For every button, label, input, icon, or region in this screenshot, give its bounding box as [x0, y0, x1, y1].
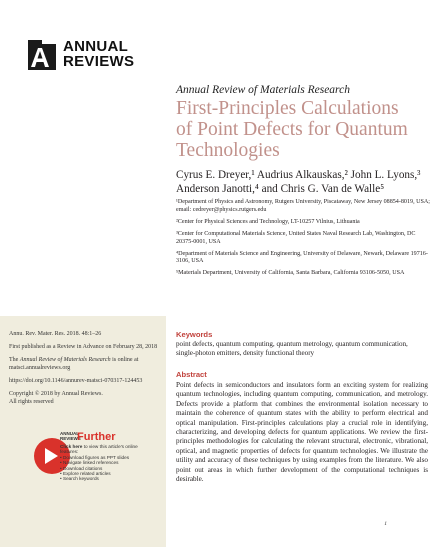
abstract-heading: Abstract	[176, 370, 207, 379]
further-small-line-1: ANNUAL	[60, 431, 79, 436]
online-suffix: is online at matsci.annualreviews.org	[9, 357, 139, 371]
logo-line-2: REVIEWS	[63, 53, 135, 70]
journal-name: Annual Review of Materials Research	[176, 84, 350, 96]
further-box[interactable]	[34, 432, 154, 494]
affiliations	[176, 199, 434, 282]
first-published: First published as a Review in Advance on February 28, 2018	[9, 344, 158, 350]
further-item: • Explore related articles	[60, 471, 154, 476]
title-line-2: of Point Defects for Quantum	[176, 119, 408, 140]
rights-line: All rights reserved	[9, 399, 54, 405]
page-number: 1	[384, 521, 387, 527]
doi-link[interactable]: https://doi.org/10.1146/annurev-matsci-070317-124453	[9, 378, 143, 384]
click-here-link[interactable]: Click here	[60, 444, 83, 449]
further-body	[60, 444, 154, 482]
citation: Annu. Rev. Mater. Res. 2018. 48:1–26	[9, 331, 102, 337]
further-item: • Navigate linked references	[60, 460, 154, 465]
copyright-line: Copyright © 2018 by Annual Reviews.	[9, 391, 103, 397]
online-journal: Annual Review of Materials Research	[19, 357, 111, 363]
title-line-1: First-Principles Calculations	[176, 98, 399, 119]
author-list: Cyrus E. Dreyer,¹ Audrius Alkauskas,² John L. Lyons,³ Anderson Janotti,⁴ and Chris G. Van de Walle⁵	[176, 169, 421, 195]
further-click-text	[60, 444, 154, 455]
further-heading	[60, 432, 154, 441]
keywords-heading: Keywords	[176, 330, 213, 339]
title-line-3: Technologies	[176, 140, 280, 161]
play-arrow-icon	[45, 448, 58, 464]
affiliation-4: ⁴Department of Materials Science and Engineering, University of Delaware, Newark, Delaware 19716-3106, USA	[176, 250, 428, 265]
online-note	[9, 356, 161, 372]
affiliation-5: ⁵Materials Department, University of California, Santa Barbara, California 93106-5050, USA	[176, 270, 405, 277]
affiliation-2: ²Center for Physical Sciences and Technology, LT-10257 Vilnius, Lithuania	[176, 218, 360, 225]
keywords-text: point defects, quantum computing, quantum metrology, quantum communication, single-photon emitters, density functional theory	[176, 340, 408, 358]
annual-reviews-logo	[28, 40, 158, 76]
affiliation-3: ³Center for Computational Materials Science, United States Naval Research Lab, Washington, DC 20375-0001, USA	[176, 230, 416, 245]
article-title	[176, 98, 426, 161]
copyright	[9, 390, 161, 406]
logo-line-1: ANNUAL	[63, 38, 129, 55]
further-item: • Download citations	[60, 466, 154, 471]
click-rest-text: to view this article's online features:	[60, 444, 138, 455]
logo-wordmark	[63, 39, 134, 69]
abstract-text: Point defects in semiconductors and insulators form an exciting system for realizing quantum technologies, including quantum computing, communication, and metrology. Defects provide a platform that combines the environmental isolation necessary to maintain the coherence of quantum states with the ability to perform electrical and optical manipulation. First-principles calculations play a crucial role in identifying, characterizing, and developing defects for quantum applications. We review the first-principles methodologies for calculating the relevant structural, electronic, vibrational, optical, and magnetic properties of defects for quantum technologies. We illustrate the utility and accuracy of these techniques by using examples from the literature. We also point out areas in which further development of the computational techniques is desirable.	[176, 381, 428, 484]
annual-reviews-logo-icon	[28, 40, 56, 70]
further-item: • Search keywords	[60, 476, 154, 481]
further-title: Further	[77, 431, 116, 443]
further-features-list	[60, 455, 154, 482]
further-small-line-2: REVIEWS	[60, 435, 81, 441]
online-prefix: The	[9, 357, 20, 363]
further-item: • Download figures as PPT slides	[60, 455, 154, 460]
article-info	[9, 330, 161, 411]
affiliation-1: ¹Department of Physics and Astronomy, Rutgers University, Piscataway, New Jersey 08854-8019, USA; email: cedreyer@physics.rutgers.edu	[176, 199, 431, 213]
